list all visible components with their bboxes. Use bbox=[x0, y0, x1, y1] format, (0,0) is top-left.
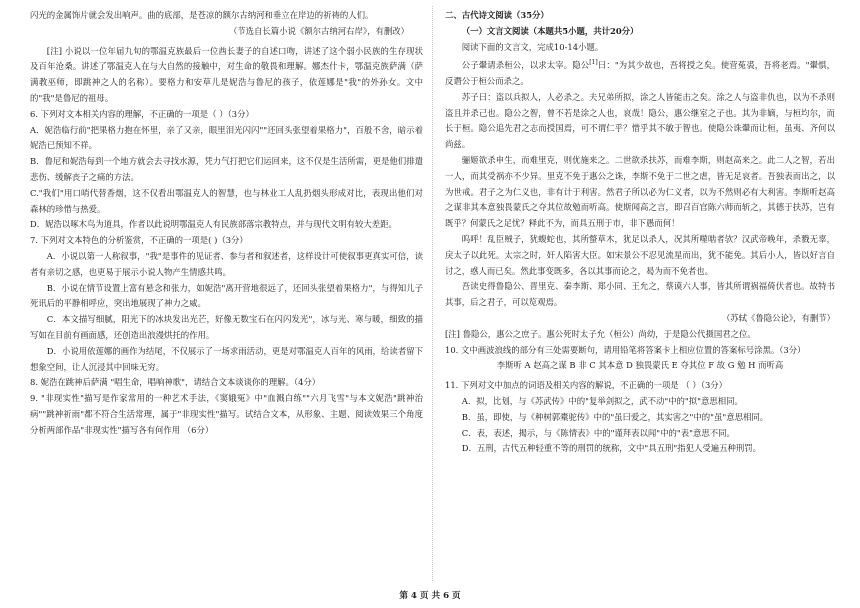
question-11-option-d: D．五刑，古代五种轻重不等的刑罚的统称，文中"具五刑"指犯人受遍五种刑罚。 bbox=[461, 443, 761, 454]
classical-para-1 bbox=[445, 55, 835, 89]
question-11-option-c: C．表，表述，揭示，与《陈情表》中的"谨拜表以闻"中的"表"意思不同。 bbox=[461, 427, 735, 438]
question-6-option-b: B．鲁尼和妮浩每到一个地方就会去寻找水源，凭力气打把它们运回来，这不仅是生活所需，更是他们排遣悲伤、缓解丧子之痛的方法。 bbox=[30, 156, 423, 182]
question-7-option-c: C．本文描写细腻，阳光下的冰块发出光芒，好像无数宝石在闪闪发光"，冰与光、寒与暖，细致的描写如在目前有画面感，还创造出浪漫烘托的作用。 bbox=[30, 314, 423, 340]
left-column bbox=[30, 8, 423, 439]
classical-note: [注] 鲁隐公，惠公之庶子。惠公死时太子允（桓公）尚幼，于是隐公代摄国君之位。 bbox=[445, 328, 756, 339]
classical-para-2: 苏子曰：盗以兵拟人，人必杀之。夫兄弟所拟，涂之人皆能击之矣。涂之人与盗非仇也，以为不杀则盗且并杀己也。隐公之智，曾不若是涂之人也，哀哉！隐公，惠公继室之子也。其为非嫡，与桓均尔，而长于桓。隐公追先君之志而授国焉，可不谓仁乎？惜乎其不敏于智也。使隐公诛翬而让桓，虽夷、齐何以尚兹。 bbox=[445, 91, 835, 150]
passage-continuation: 闪光的金属饰片就会发出响声。曲的底部，是苍凉的额尔古纳河和垂立在岸边的祈祷的人们。 bbox=[30, 10, 374, 20]
note-marker: [1] bbox=[589, 59, 598, 67]
classical-para-4: 呜呼！乱臣贼子，犹蝮蛇也，其所螫草木，犹足以杀人，况其所噬啮者欤？汉武帝晚年，杀戮无辜，戾太子以此死。太宗之时，奸人陷害大臣。如宋景公不忍见流星而出，犹不能免。其后小人，皆以好言自讨之，惑人而已矣。然此事变既多，各以其事而论之，曷为而不免者也。 bbox=[445, 233, 835, 276]
question-7-option-b: B．小说在情节设置上富有悬念和张力，如妮浩"离开营地很远了，还回头张望着果格力"，与得知儿子死讯后的平静相呼应，突出地展现了神力之威。 bbox=[30, 282, 423, 309]
question-10-sentence: 李斯听 A 赵高之谋 B 非 C 其本意 D 独畏蒙氏 E 夺其位 F 故 G 勉 H 而听高 bbox=[496, 360, 784, 371]
reading-instruction: 阅读下面的文言文，完成10-14小题。 bbox=[461, 41, 604, 52]
passage-source: （节选自长篇小说《额尔古纳河右岸》，有删改） bbox=[228, 25, 409, 36]
column-divider bbox=[432, 6, 433, 581]
question-6-option-d: D．妮浩以啄木鸟为道具，作者以此说明鄂温克人有民族部落宗教特点，并与现代文明有较大差距。 bbox=[30, 219, 397, 230]
question-11-option-a: A．拟，比划，与《苏武传》中的"复举剑拟之，武不动"中的"拟"意思相同。 bbox=[461, 395, 743, 406]
question-8: 8. 妮浩在跳神后萨满 "唱生命，唱响神歌"，请结合文本谈谈你的理解。（4分） bbox=[30, 377, 321, 388]
question-6-option-a: A．妮浩临行前"把果格力抱在怀里，亲了又亲，眼里泪光闪闪""还回头张望着果格力"，百般不舍，暗示着妮浩已预知不祥。 bbox=[30, 124, 423, 151]
question-9: 9. "非现实性"描写是作家常用的一种艺术手法，《窦娥冤》中"血溅白练""六月飞雪"与本文妮浩"跳神治病""跳神祈雨"都不符合生活常理，属于"非现实性"描写。试结合文本，从形象、主题、阅读效果三个角度分析两部作品"非现实性"描写各有何作用 （6分） bbox=[30, 393, 423, 435]
question-10-stem: 10. 文中画波浪线的部分有三处需要断句，请用铅笔将答案卡上相应位置的答案标号涂黑。（3分） bbox=[445, 344, 806, 355]
classical-source: （苏轼《鲁隐公论》，有删节） bbox=[721, 312, 835, 323]
question-7-option-a: A．小说以第一人称叙事，"我"是事件的见证者、参与者和叙述者，这样设计可使叙事更真实可信，读者有亲切之感，也更易于展示小说人物产生情感共鸣。 bbox=[30, 250, 423, 277]
passage-note: [注] 小说以一位年届九旬的鄂温克族最后一位酋长妻子的自述口吻，讲述了这个弱小民族的生存现状及百年沧桑。讲述了鄂温克人在与大自然的接触中，对生命的敬畏和理解。娜杰什卡，鄂温克族萨满（萨满教巫师，即跳神之人的名称）。要格力和安草儿是妮浩与鲁尼的孩子，依莲娜是"我"的外孙女。文中的"我"是鲁尼的祖母。 bbox=[30, 45, 423, 103]
para-1-text: 公子翬请杀桓公，以求太宰。隐公 bbox=[461, 60, 590, 71]
subsection-title: （一）文言文阅读（本题共5小题，共计20分） bbox=[461, 25, 639, 36]
classical-para-3: 骊姬欲杀申生，而难里克，则优施来之。二世欲杀扶苏，而难李斯，则赵高来之。此二人之智，若出一人，而其受祸亦不少异。里克不免于惠公之诛，李斯不免于二世之虐，皆无足哀者。吾独表而出之，以为世戒。君子之为仁义也，非有计于利害。然君子所以必为仁义者，以为不然则必有大利害。李斯听赵高之谋非其本意独畏蒙氏之夺其位故勉而听高。使斯闻高之言，即召百官陈六师而斩之，其德于扶苏，岂有既乎？何蒙氏之足忧？释此不为，而具五刑于市，非下愚而何！ bbox=[445, 154, 835, 229]
section-title: 二、古代诗文阅读（35分） bbox=[445, 10, 549, 20]
question-11-option-b: B．虽，即使，与《种树郭橐驼传》中的"虽曰爱之，其实害之"中的"虽"意思相同。 bbox=[461, 411, 769, 422]
right-column bbox=[445, 8, 835, 457]
question-6-stem: 6. 下列对文本相关内容的理解，不正确的一项是（ ）（3分） bbox=[30, 108, 254, 119]
question-7-stem: 7. 下列对文本特色的分析鉴赏，不正确的一项是( )（3分） bbox=[30, 235, 248, 246]
question-11-stem: 11. 下列对文中加点的词语及相关内容的解说，不正确的一项是 （ ）（3分） bbox=[445, 380, 728, 391]
classical-para-5: 吾读史得鲁隐公、晋里克、秦李斯、郑小同、王允之，蔡谟六人事，皆其所谓祸福倚伏者也。故特书其事，后之君子，可以览观焉。 bbox=[445, 281, 835, 308]
question-7-option-d: D．小说用依莲娜的画作为结尾，不仅展示了一场求雨活动，更是对鄂温克人百年的风雨，给读者留下想象空间，让人沉浸其中回味无穷。 bbox=[30, 345, 423, 372]
para-1-rest: 曰："为其少故也，吾将授之矣。使营菟裘，吾将老焉。"翬惧，反谮公于桓公而杀之。 bbox=[445, 60, 836, 86]
question-6-option-c: C."我们"用口哨代替香烟，这不仅看出鄂温克人的智慧，也与林业工人乱扔烟头形成对比，表现出他们对森林的珍惜与热爱。 bbox=[30, 187, 423, 214]
page-footer: 第 4 页 共 6 页 bbox=[399, 591, 461, 601]
